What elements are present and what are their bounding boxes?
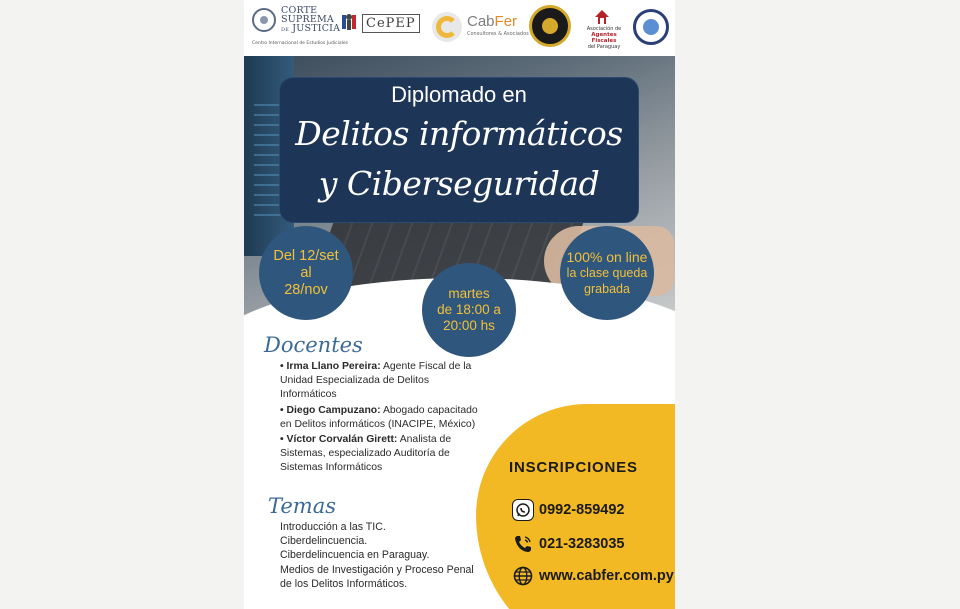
schedule-line3: 20:00 hs <box>443 318 495 333</box>
tema-item: Ciberdelincuencia en Paraguay. <box>280 549 430 562</box>
online-line2: la clase queda <box>566 266 648 280</box>
cabfer-name-b: Fer <box>494 13 518 30</box>
cabfer-logo <box>467 13 517 30</box>
whatsapp-number: 0992-859492 <box>539 502 625 518</box>
csj-line1: CORTE <box>281 5 318 16</box>
schedule-circle <box>422 263 516 357</box>
institution-seal-icon <box>633 9 669 45</box>
dates-line3: 28/nov <box>284 281 328 298</box>
phone-contact[interactable] <box>512 533 624 555</box>
docente-desc: Agente Fiscal de la Unidad Especializada de Delitos Informáticos <box>280 361 472 401</box>
docente-item <box>280 360 485 403</box>
csj-prefix: DE <box>281 27 290 33</box>
tema-item: Ciberdelincuencia. <box>280 535 368 548</box>
docente-name: • Diego Campuzano: <box>280 404 381 416</box>
csj-subtitle: Centro Internacional de Estudios Judiciales <box>252 41 348 46</box>
corte-suprema-seal-icon <box>252 8 276 32</box>
website-contact[interactable] <box>512 565 674 587</box>
phone-icon <box>512 533 534 555</box>
cepep-mark-icon <box>340 12 358 32</box>
cabfer-name-a: Cab <box>467 13 495 30</box>
temas-list <box>280 520 485 591</box>
docentes-list <box>280 360 485 477</box>
online-line1: 100% on line <box>566 249 648 265</box>
schedule-line1: martes <box>448 286 490 301</box>
globe-icon <box>512 565 534 587</box>
docente-desc: Analista de Sistemas, especializado Auditoría de Sistemas Informáticos <box>280 434 452 474</box>
website-url: www.cabfer.com.py <box>539 568 674 584</box>
whatsapp-icon <box>512 499 534 521</box>
docente-item <box>280 404 485 432</box>
online-line3: grabada <box>584 282 630 296</box>
afp-mark-icon <box>594 9 610 25</box>
cabfer-mark-icon <box>432 12 462 42</box>
dates-line2: al <box>300 264 312 281</box>
online-circle <box>560 226 654 320</box>
docente-name: • Víctor Corvalán Girett: <box>280 434 398 446</box>
tema-item: Introducción a las TIC. <box>280 521 386 533</box>
phone-number: 021-3283035 <box>539 536 625 552</box>
afp-line3: del Paraguay <box>587 44 621 50</box>
csj-line2: SUPREMA <box>281 14 334 25</box>
afp-line2: Agentes Fiscales <box>591 32 617 44</box>
corte-suprema-logo <box>281 6 341 35</box>
inscripciones-title: INSCRIPCIONES <box>509 459 638 476</box>
whatsapp-contact[interactable] <box>512 499 624 521</box>
dates-circle <box>259 226 353 320</box>
title-line2: y Ciberseguridad <box>318 164 600 203</box>
csj-line3: JUSTICIA <box>292 23 341 34</box>
title-line1: Delitos informáticos <box>295 114 623 153</box>
title-box <box>279 77 639 223</box>
temas-heading: Temas <box>268 494 337 518</box>
cabfer-subtitle: Consultores & Asociados <box>467 31 529 37</box>
schedule-line2: de 18:00 a <box>437 302 501 317</box>
cepep-logo: CePEP <box>362 14 420 33</box>
poster <box>244 0 675 609</box>
docente-item <box>280 433 485 476</box>
docentes-heading: Docentes <box>264 333 363 357</box>
logo-bar <box>244 0 675 56</box>
afp-logo <box>579 26 629 50</box>
dates-line1: Del 12/set <box>273 247 339 264</box>
afp-line1: Asociación de <box>586 26 622 32</box>
docente-name: • Irma Llano Pereira: <box>280 361 381 372</box>
magistrates-seal-icon <box>529 5 571 47</box>
title-small: Diplomado en <box>391 82 527 107</box>
tema-item: Medios de Investigación y Proceso Penal de los Delitos Informáticos. <box>280 563 474 590</box>
docente-desc: Abogado capacitado en Delitos informáticos (INACIPE, México) <box>280 404 478 430</box>
